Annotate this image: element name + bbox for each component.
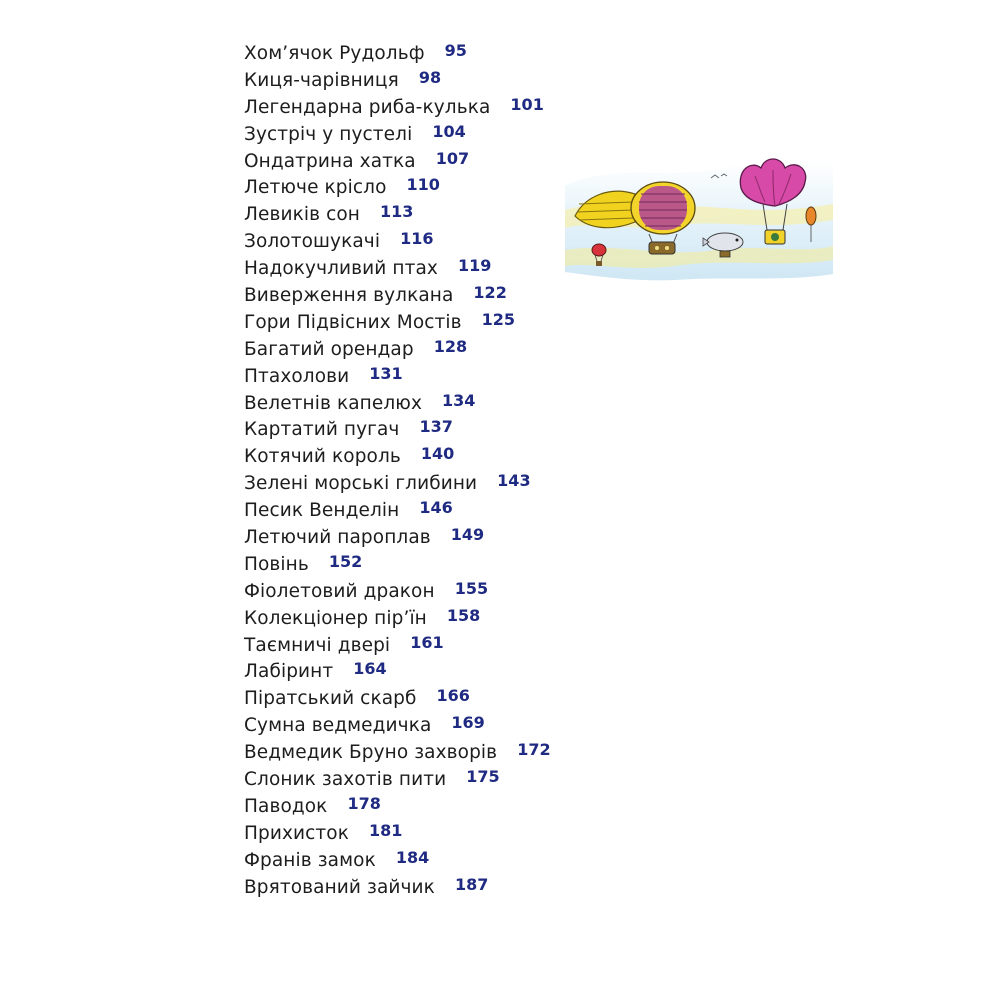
story-title: Врятований зайчик — [244, 876, 435, 898]
page-number: 178 — [347, 793, 381, 813]
page-number: 125 — [481, 309, 516, 329]
page-number: 175 — [466, 766, 500, 786]
page-number: 134 — [442, 390, 476, 410]
page-number: 172 — [517, 740, 551, 760]
page-number: 95 — [444, 40, 467, 60]
list-item — [244, 524, 551, 551]
story-title: Франів замок — [244, 849, 376, 871]
list-item — [244, 336, 551, 363]
page-number: 169 — [451, 713, 485, 733]
story-title: Слоник захотів пити — [244, 768, 447, 790]
list-item — [244, 282, 551, 309]
airship-gondola — [649, 242, 675, 254]
airship-stripes — [639, 186, 687, 230]
story-title: Гори Підвісних Мостів — [244, 311, 462, 333]
page-number: 107 — [435, 148, 470, 168]
list-item — [244, 685, 551, 712]
list-item — [244, 40, 551, 67]
story-title: Золотошукачі — [244, 231, 381, 253]
page-number: 149 — [450, 524, 485, 544]
list-item — [244, 605, 551, 632]
page-number: 128 — [433, 336, 468, 356]
list-item — [244, 416, 551, 443]
list-item — [244, 121, 551, 148]
list-item — [244, 578, 551, 605]
page-number: 104 — [432, 121, 466, 141]
story-title: Лабіринт — [244, 661, 334, 683]
list-item — [244, 174, 551, 201]
page-number: 140 — [420, 444, 455, 464]
list-item — [244, 874, 551, 901]
list-item — [244, 739, 551, 766]
story-title: Хом’ячок Рудольф — [244, 42, 425, 64]
story-title: Котячий король — [244, 446, 401, 468]
page-number: 101 — [510, 94, 544, 114]
story-title: Песик Венделін — [244, 500, 400, 522]
story-title: Ондатрина хатка — [244, 150, 416, 172]
story-title: Летючий пароплав — [244, 526, 431, 548]
story-title: Легендарна риба-кулька — [244, 96, 491, 118]
page-number: 137 — [419, 417, 453, 437]
list-item — [244, 820, 551, 847]
page-number: 152 — [328, 551, 363, 571]
story-title: Повінь — [244, 553, 309, 575]
story-title: Прихисток — [244, 822, 349, 844]
list-item — [244, 255, 551, 282]
story-title: Киця-чарівниця — [244, 69, 399, 91]
page-number: 181 — [369, 820, 403, 840]
story-title: Багатий орендар — [244, 338, 414, 360]
story-title: Велетнів капелюх — [244, 392, 423, 414]
story-title: Виверження вулкана — [244, 284, 454, 306]
list-item — [244, 632, 551, 659]
story-title: Картатий пугач — [244, 419, 400, 441]
list-item — [244, 228, 551, 255]
flying-balloons-illustration — [565, 146, 833, 282]
page-number: 122 — [473, 282, 507, 302]
story-title: Надокучливий птах — [244, 258, 438, 280]
story-title: Піратський скарб — [244, 688, 417, 710]
list-item — [244, 766, 551, 793]
page-number: 116 — [400, 229, 434, 249]
page-number: 187 — [454, 874, 489, 894]
page-number: 119 — [457, 256, 492, 276]
page-number: 98 — [418, 67, 442, 87]
story-title: Сумна ведмедичка — [244, 715, 432, 737]
list-item — [244, 201, 551, 228]
story-title: Колекціонер пір’їн — [244, 607, 427, 629]
page-number: 158 — [446, 605, 481, 625]
list-item — [244, 309, 551, 336]
page-number: 110 — [406, 175, 440, 195]
story-title: Фіолетовий дракон — [244, 580, 435, 602]
page-number: 146 — [419, 498, 453, 518]
page-number: 131 — [369, 363, 403, 383]
table-of-contents — [244, 40, 551, 901]
list-item — [244, 712, 551, 739]
story-title: Левиків сон — [244, 204, 361, 226]
list-item — [244, 470, 551, 497]
story-title: Зустріч у пустелі — [244, 123, 413, 145]
story-title: Таємничі двері — [244, 634, 391, 656]
list-item — [244, 497, 551, 524]
page-number: 164 — [353, 659, 387, 679]
list-item — [244, 847, 551, 874]
story-title: Летюче крісло — [244, 177, 387, 199]
list-item — [244, 551, 551, 578]
page-number: 161 — [410, 632, 444, 652]
page-number: 166 — [436, 686, 470, 706]
page-number: 113 — [380, 202, 414, 222]
list-item — [244, 443, 551, 470]
list-item — [244, 94, 551, 121]
story-title: Зелені морські глибини — [244, 473, 478, 495]
story-title: Ведмедик Бруно захворів — [244, 742, 498, 764]
page-number: 155 — [454, 578, 489, 598]
page-number: 143 — [497, 471, 531, 491]
list-item — [244, 390, 551, 417]
list-item — [244, 793, 551, 820]
list-item — [244, 658, 551, 685]
story-title: Паводок — [244, 795, 328, 817]
story-title: Птахолови — [244, 365, 350, 387]
list-item — [244, 67, 551, 94]
page-number: 184 — [395, 847, 430, 867]
list-item — [244, 148, 551, 175]
list-item — [244, 363, 551, 390]
